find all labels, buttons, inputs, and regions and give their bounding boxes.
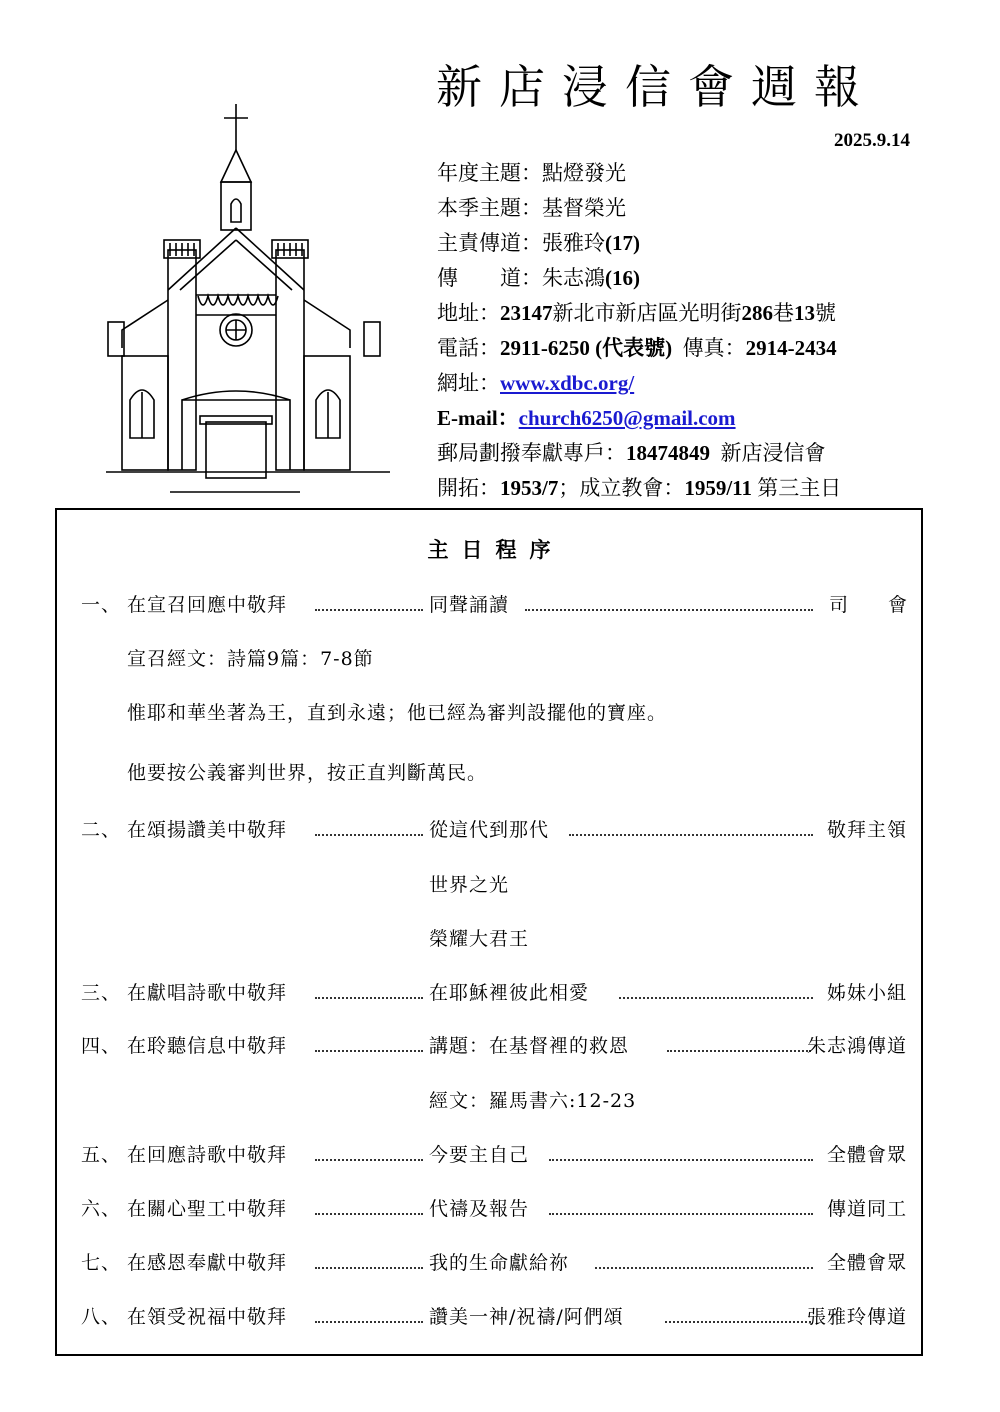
annual-theme: 年度主題：點燈發光 bbox=[437, 161, 626, 185]
call-line-2: 他要按公義審判世界，按正直判斷萬民。 bbox=[127, 762, 488, 784]
sermon-text: 經文：羅馬書六:12-23 bbox=[429, 1090, 637, 1112]
email: E-mail：church6250@gmail.com bbox=[437, 406, 736, 430]
email-link[interactable]: church6250@gmail.com bbox=[518, 406, 736, 430]
website: 網址：www.xdbc.org/ bbox=[437, 371, 635, 395]
program-row: 四、 在聆聽信息中敬拜 講題：在基督裡的救恩 朱志鴻傳道 bbox=[81, 1035, 907, 1057]
song-2: 世界之光 bbox=[429, 874, 510, 896]
program-row: 七、 在感恩奉獻中敬拜 我的生命獻給祢 全體會眾 bbox=[81, 1252, 907, 1274]
program-box bbox=[55, 508, 947, 1356]
church-info bbox=[437, 156, 957, 506]
program-row: 八、 在領受祝福中敬拜 讚美一神/祝禱/阿們頌 張雅玲傳道 bbox=[81, 1306, 907, 1328]
founding: 開拓：1953/7；成立教會：1959/11 第三主日 bbox=[437, 476, 842, 500]
program-title: 主日程序 bbox=[427, 537, 564, 562]
song-3: 榮耀大君王 bbox=[429, 928, 530, 950]
program-row: 六、 在關心聖工中敬拜 代禱及報告 傳道同工 bbox=[81, 1198, 907, 1220]
program-row: 二、 在頌揚讚美中敬拜 從這代到那代 敬拜主領 bbox=[81, 819, 907, 841]
call-scripture: 宣召經文：詩篇9篇：7-8節 bbox=[127, 648, 374, 670]
lead-pastor: 主責傳道：張雅玲(17) bbox=[437, 231, 640, 255]
postal-account: 郵局劃撥奉獻專戶：18474849 新店浸信會 bbox=[437, 441, 826, 465]
program-row: 五、 在回應詩歌中敬拜 今要主自己 全體會眾 bbox=[81, 1144, 907, 1166]
preacher: 傳 道：朱志鴻(16) bbox=[437, 266, 640, 290]
bulletin-date: 2025.9.14 bbox=[834, 130, 910, 151]
program-row: 一、 在宣召回應中敬拜 同聲誦讀 司會 bbox=[81, 594, 947, 616]
website-link[interactable]: www.xdbc.org/ bbox=[500, 371, 635, 395]
church-illustration bbox=[100, 100, 400, 500]
program-row: 三、 在獻唱詩歌中敬拜 在耶穌裡彼此相愛 姊妹小組 bbox=[81, 982, 907, 1004]
address: 地址：23147新北市新店區光明街286巷13號 bbox=[437, 301, 836, 325]
phone-fax: 電話：2911-6250 (代表號) 傳真：2914-2434 bbox=[437, 336, 837, 360]
season-theme: 本季主題：基督榮光 bbox=[437, 196, 626, 220]
call-line-1: 惟耶和華坐著為王，直到永遠；他已經為審判設擺他的寶座。 bbox=[127, 702, 668, 724]
bulletin-title: 新店浸信會週報 bbox=[436, 60, 877, 114]
